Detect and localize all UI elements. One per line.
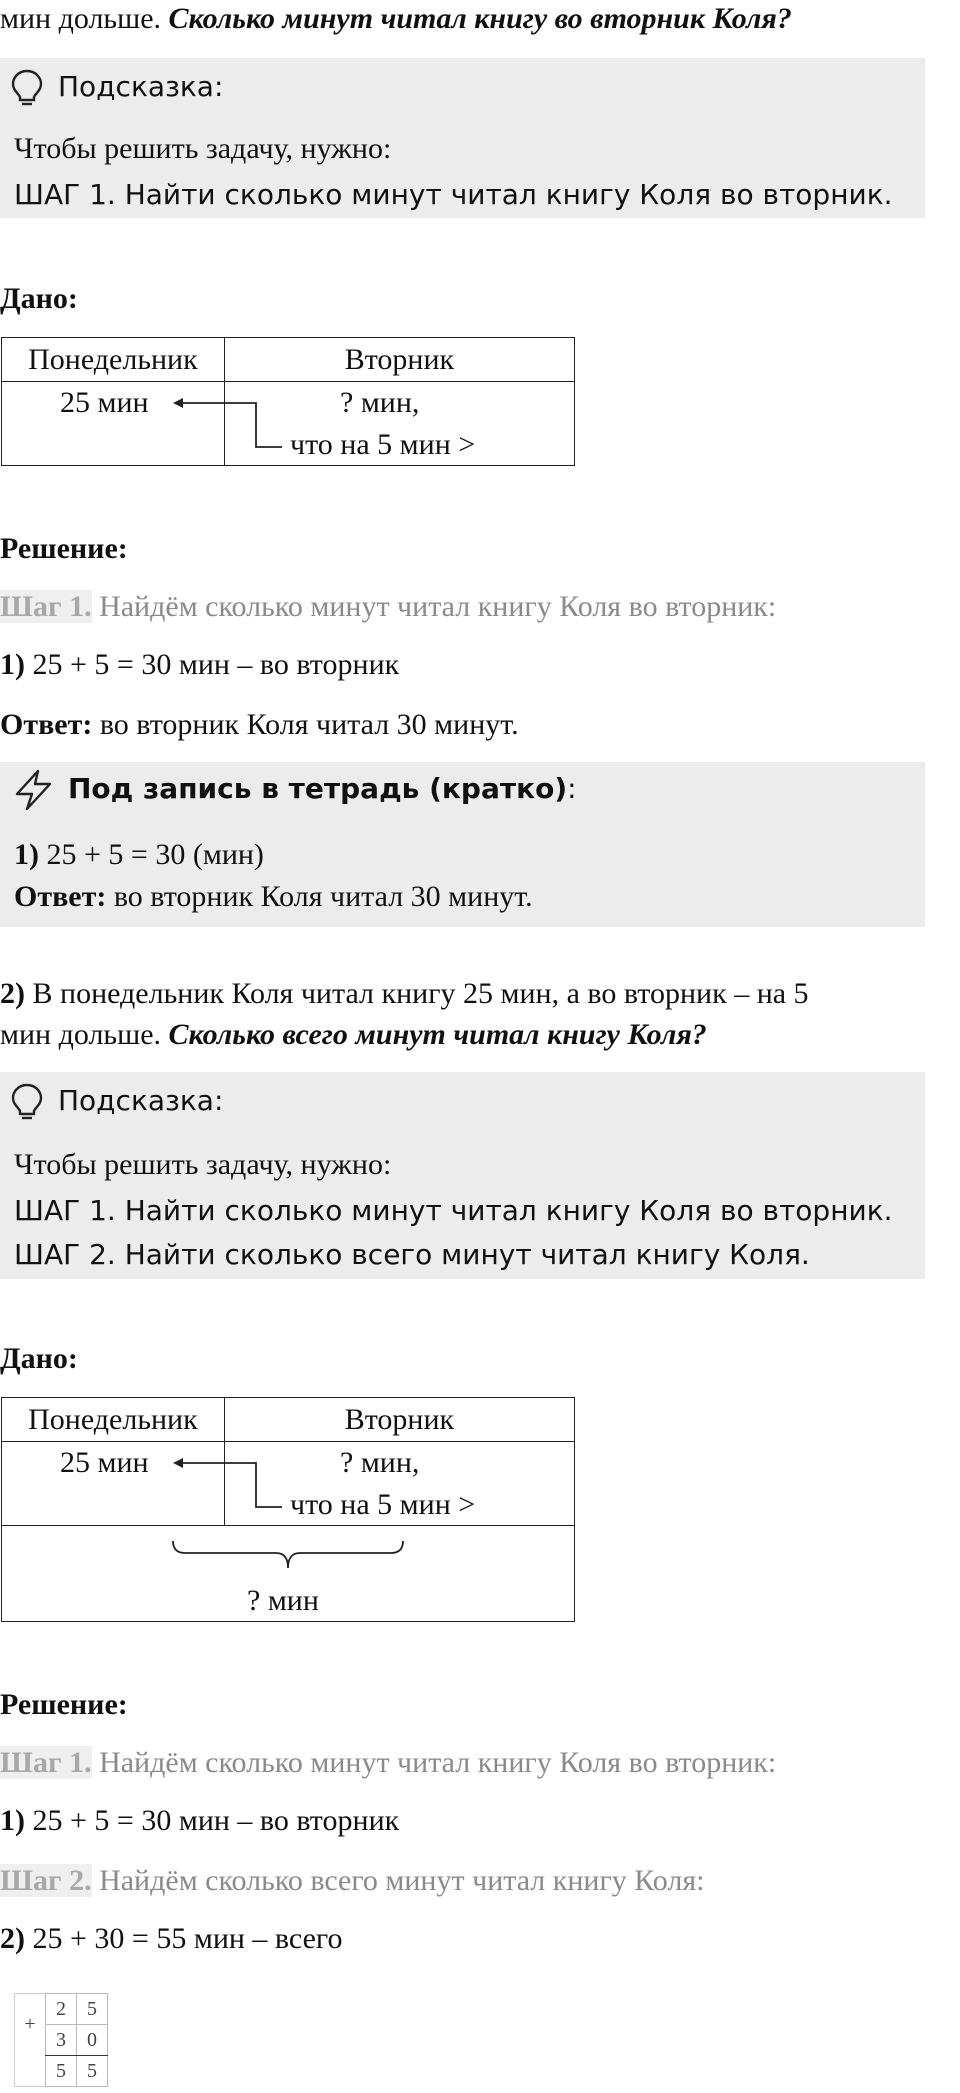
monday-value-1: 25 мин	[60, 386, 149, 419]
comparison-arrow-1	[170, 395, 290, 455]
solution-title-1: Решение:	[0, 532, 128, 565]
notebook-title: Под запись в тетрадь (кратко):	[68, 772, 577, 805]
given-header-monday: Понедельник	[2, 338, 225, 382]
monday-value-2: 25 мин	[60, 1446, 149, 1479]
tuesday-note-2: что на 5 мин >	[290, 1488, 476, 1521]
problem2-line2: мин дольше. Сколько всего минут читал книгу Коля?	[0, 1018, 707, 1051]
notebook-answer: Ответ: во вторник Коля читал 30 минут.	[14, 880, 533, 913]
digit-cell: 0	[77, 2025, 108, 2056]
digit-cell: 5	[46, 2056, 77, 2087]
tuesday-note-1: что на 5 мин >	[290, 428, 476, 461]
notebook-equation: 1) 25 + 5 = 30 (мин)	[14, 838, 264, 871]
given-header-monday: Понедельник	[2, 1398, 225, 1442]
hint-step-1: ШАГ 1. Найти сколько минут читал книгу Коля во вторник.	[14, 178, 893, 211]
solution2-step2: Шаг 2. Найдём сколько всего минут читал книгу Коля:	[0, 1864, 705, 1897]
solution2-step1: Шаг 1. Найдём сколько минут читал книгу Коля во вторник:	[0, 1746, 777, 1779]
hint-title-2: Подсказка:	[58, 1084, 224, 1117]
digit-cell: 3	[46, 2025, 77, 2056]
problem2-question: Сколько всего минут читал книгу Коля?	[168, 1018, 707, 1051]
given-title-1: Дано:	[0, 282, 78, 315]
given-header-tuesday: Вторник	[224, 338, 574, 382]
tuesday-value-2: ? мин,	[340, 1446, 420, 1479]
problem1-tail: мин дольше. Сколько минут читал книгу во вторник Коля?	[0, 2, 792, 35]
tuesday-value-1: ? мин,	[340, 386, 420, 419]
solution2-equation1: 1) 25 + 5 = 30 мин – во вторник	[0, 1804, 400, 1837]
hint2-step-1: ШАГ 1. Найти сколько минут читал книгу Коля во вторник.	[14, 1194, 893, 1227]
plus-sign: +	[15, 1994, 46, 2056]
hint-intro-1: Чтобы решить задачу, нужно:	[14, 132, 392, 165]
solution2-equation2: 2) 25 + 30 = 55 мин – всего	[0, 1922, 343, 1955]
digit-cell: 2	[46, 1994, 77, 2025]
column-addition	[14, 1993, 108, 2087]
solution-title-2: Решение:	[0, 1688, 128, 1721]
total-brace	[170, 1538, 406, 1574]
digit-cell: 5	[77, 2056, 108, 2087]
lightbulb-icon	[10, 68, 44, 108]
hint2-step-2: ШАГ 2. Найти сколько всего минут читал книгу Коля.	[14, 1238, 810, 1271]
given-title-2: Дано:	[0, 1342, 78, 1375]
solution1-equation: 1) 25 + 5 = 30 мин – во вторник	[0, 648, 400, 681]
given-header-tuesday: Вторник	[224, 1398, 574, 1442]
hint-intro-2: Чтобы решить задачу, нужно:	[14, 1148, 392, 1181]
comparison-arrow-2	[170, 1455, 290, 1515]
empty-cell	[15, 2056, 46, 2087]
lightbulb-icon	[10, 1082, 44, 1122]
total-value: ? мин	[247, 1584, 319, 1617]
problem1-question: Сколько минут читал книгу во вторник Коля?	[168, 2, 792, 35]
digit-cell: 5	[77, 1994, 108, 2025]
hint-title-1: Подсказка:	[58, 70, 224, 103]
problem2-line1: 2) В понедельник Коля читал книгу 25 мин, а во вторник – на 5	[0, 977, 809, 1010]
solution1-step: Шаг 1. Найдём сколько минут читал книгу Коля во вторник:	[0, 590, 777, 623]
solution1-answer: Ответ: во вторник Коля читал 30 минут.	[0, 708, 519, 741]
lightning-icon	[12, 768, 56, 812]
